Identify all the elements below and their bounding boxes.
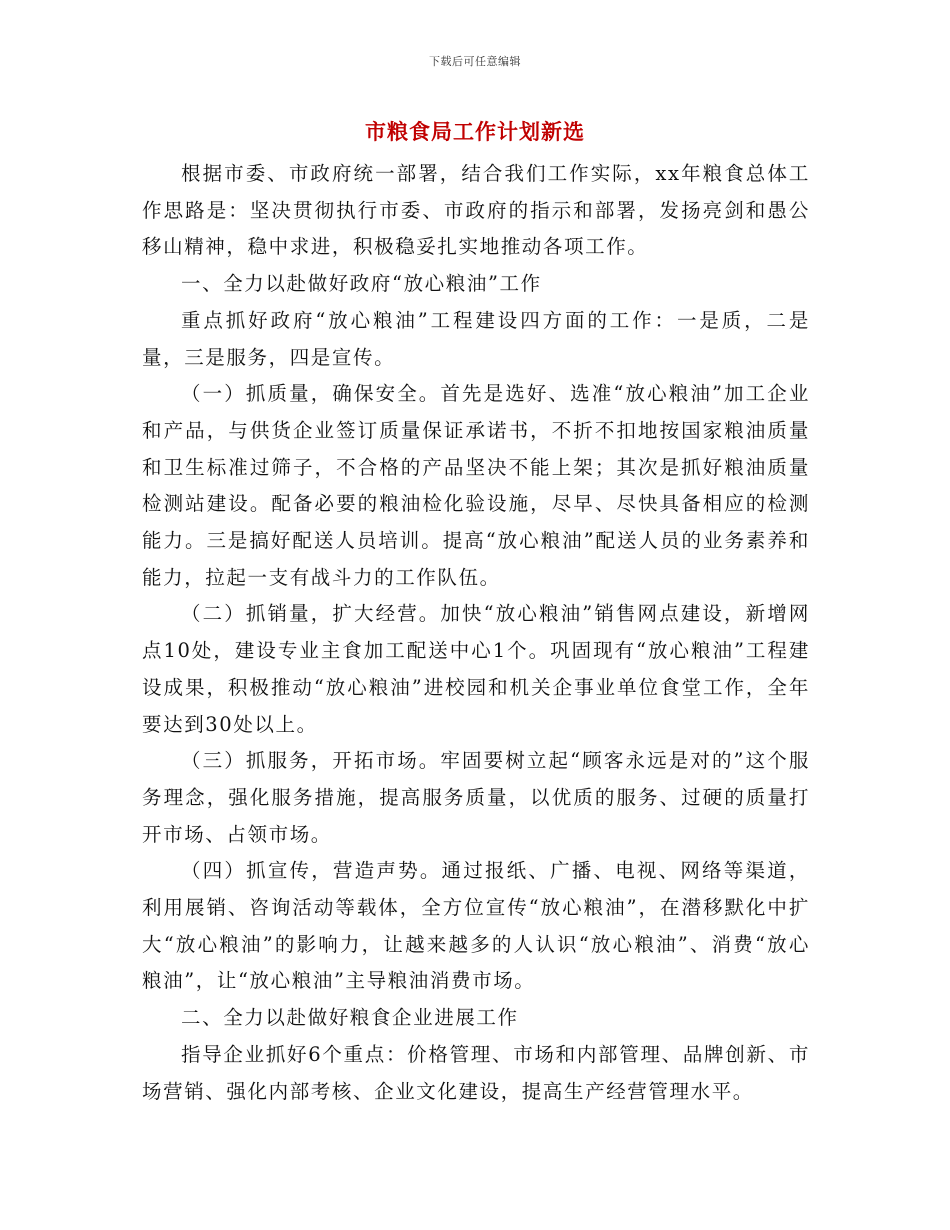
header-note: 下载后可任意编辑 [429,55,521,68]
paragraph-publicity: （四）抓宣传，营造声势。通过报纸、广播、电视、网络等渠道，利用展销、咨询活动等载体，全方位宣传“放心粮油”，在潜移默化中扩大“放心粮油”的影响力，让越来越多的人认识“放心粮油”、消费“放心粮油”，让“放心粮油”主导粮油消费市场。 [142,859,810,993]
paragraph-service: （三）抓服务，开拓市场。牢固要树立起“顾客永远是对的”这个服务理念，强化服务措施，提高服务质量，以优质的服务、过硬的质量打开市场、占领市场。 [142,749,810,846]
paragraph-enterprise: 指导企业抓好6个重点：价格管理、市场和内部管理、品牌创新、市场营销、强化内部考核、企业文化建设，提高生产经营管理水平。 [142,1042,810,1103]
paragraph-overview: 重点抓好政府“放心粮油”工程建设四方面的工作：一是质，二是量，三是服务，四是宣传。 [142,308,810,369]
paragraph-quality: （一）抓质量，确保安全。首先是选好、选准“放心粮油”加工企业和产品，与供货企业签订质量保证承诺书，不折不扣地按国家粮油质量和卫生标准过筛子，不合格的产品坚决不能上架；其次是抓好粮油质量检测站建设。配备必要的粮油检化验设施，尽早、尽快具备相应的检测能力。三是搞好配送人员培训。提高“放心粮油”配送人员的业务素养和能力，拉起一支有战斗力的工作队伍。 [142,382,810,589]
document-title: 市粮食局工作计划新选 [365,119,585,144]
paragraph-intro: 根据市委、市政府统一部署，结合我们工作实际，xx年粮食总体工作思路是：坚决贯彻执行市委、市政府的指示和部署，发扬亮剑和愚公移山精神，稳中求进，积极稳妥扎实地推动各项工作。 [142,162,810,259]
section-heading-2: 二、全力以赴做好粮食企业进展工作 [181,1006,519,1030]
paragraph-sales: （二）抓销量，扩大经营。加快“放心粮油”销售网点建设，新增网点10处，建设专业主食加工配送中心1个。巩固现有“放心粮油”工程建设成果，积极推动“放心粮油”进校园和机关企事业单位食堂工作，全年要达到30处以上。 [142,602,810,736]
document-body [142,156,810,1110]
section-heading-1: 一、全力以赴做好政府“放心粮油”工作 [181,272,542,296]
